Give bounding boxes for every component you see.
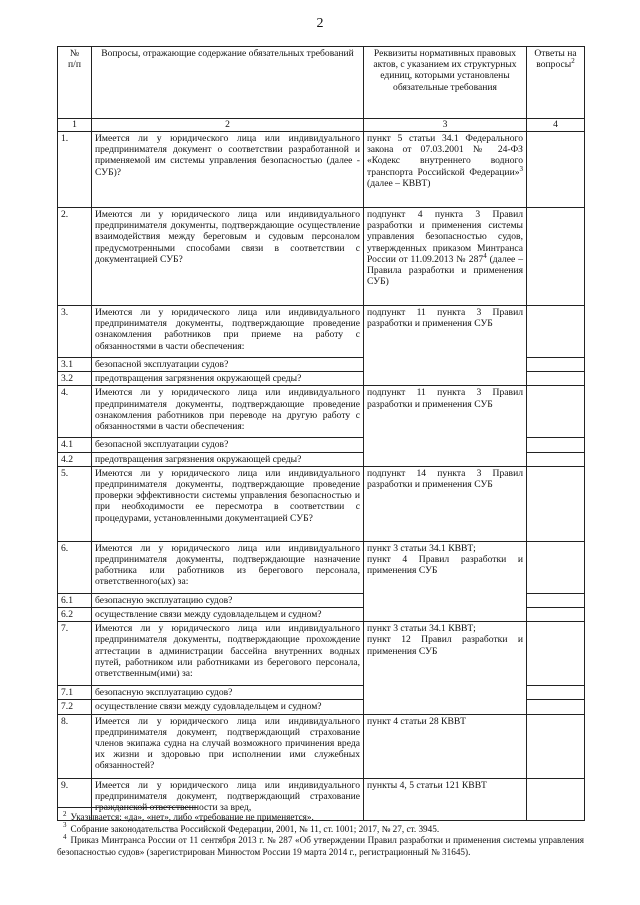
footnote [57,832,584,858]
row-answer[interactable] [527,386,585,438]
col-number: 4 [527,119,585,132]
row-answer[interactable] [527,452,585,466]
row-answer[interactable] [527,208,585,306]
row-number: 1. [58,132,92,208]
row-answer[interactable] [527,541,585,593]
row-requisites: пункт 4 статьи 28 КВВТ [364,714,527,778]
row-answer[interactable] [527,438,585,452]
header-num: № п/п [58,47,92,119]
footnote-text: Указывается: «да», «нет», либо «требование не применяется». [70,812,314,822]
row-number: 7.1 [58,686,92,700]
footnote-mark: 3 [519,164,523,173]
requisites-tail: (далее – Правила разработки и применения СУБ) [367,253,524,288]
row-question: Имеются ли у юридического лица или индивидуального предпринимателя документы, подтверждающие назначение работника или работников из берегового персонала, ответственного(ых) за: [92,541,364,593]
row-number: 7.2 [58,700,92,714]
row-number: 3.1 [58,358,92,372]
row-number: 6. [58,541,92,593]
row-number: 4. [58,386,92,438]
row-answer[interactable] [527,686,585,700]
requisites-text: пункт 5 статьи 34.1 Федерального закона от 07.03.2001 № 24-ФЗ «Кодекс внутреннего водного транспорта Российской Федерации» [367,133,523,178]
header-answers-label: Ответы на вопросы [534,48,577,71]
row-number: 3.2 [58,372,92,386]
row-number: 4.1 [58,438,92,452]
row-question: безопасной эксплуатации судов? [92,358,364,372]
requirements-table [57,46,585,821]
table-row [58,466,585,541]
row-answer[interactable] [527,700,585,714]
row-answer[interactable] [527,372,585,386]
footnote-text: Приказ Минтранса России от 11 сентября 2013 г. № 287 «Об утверждении Правил разработки и применения системы управления безопасностью судов» (зарегистрирован Минюстом России 19 марта 2014 г., регистрационный № 31645). [57,835,584,857]
row-number: 2. [58,208,92,306]
row-number: 7. [58,622,92,686]
column-number-row [58,119,585,132]
col-number: 2 [92,119,364,132]
row-number: 5. [58,466,92,541]
footnote-mark: 2 [63,809,67,818]
header-question: Вопросы, отражающие содержание обязательных требований [92,47,364,119]
table-row [58,386,585,438]
row-answer[interactable] [527,306,585,358]
row-requisites: пункт 3 статьи 34.1 КВВТ; пункт 12 Правил разработки и применения СУБ [364,622,527,714]
table-row [58,208,585,306]
row-answer[interactable] [527,622,585,686]
row-number: 6.2 [58,608,92,622]
table-header-row [58,47,585,119]
row-question: Имеются ли у юридического лица или индивидуального предпринимателя документы, подтверждающие проведение ознакомления работников при приеме на работу с обязанностями в части обеспечения: [92,306,364,358]
row-question: Имеются ли у юридического лица или индивидуального предпринимателя документы, подтверждающие проведение проверки эффективности системы управления безопасностью и при необходимости ее пересмотра в соответствии с процедурами, установленными документацией СУБ? [92,466,364,541]
row-answer[interactable] [527,466,585,541]
row-answer[interactable] [527,593,585,607]
row-question: осуществление связи между судовладельцем и судном? [92,700,364,714]
requisites-tail: (далее – КВВТ) [367,177,431,189]
footnote-mark: 4 [483,251,487,260]
footnotes [57,809,584,858]
row-number: 8. [58,714,92,778]
row-question: безопасную эксплуатацию судов? [92,593,364,607]
footnote [57,809,584,824]
row-question: безопасную эксплуатацию судов? [92,686,364,700]
table-row [58,622,585,686]
page-number: 2 [316,16,324,31]
row-number: 6.1 [58,593,92,607]
table-row [58,541,585,593]
row-question: предотвращения загрязнения окружающей среды? [92,372,364,386]
table-row [58,306,585,358]
row-question: Имеются ли у юридического лица или индивидуального предпринимателя документы, подтверждающие проведение ознакомления работников при переводе на другую работу с обязанностями в части обеспечения: [92,386,364,438]
table-row [58,714,585,778]
row-requisites: пункты 4, 5 статьи 121 КВВТ [364,778,527,820]
table-row [58,132,585,208]
row-question: Имеются ли у юридического лица или индивидуального предпринимателя документы, подтверждающие осуществление взаимодействия между береговым и судовым персоналом предусмотренными способами связи в соответствии с документацией СУБ? [92,208,364,306]
header-answers-footnote-mark: 2 [571,57,575,66]
row-number: 3. [58,306,92,358]
row-question: Имеется ли у юридического лица или индивидуального предпринимателя документ, подтверждающий страхование гражданской ответственности за вред, [92,778,364,820]
row-requisites: подпункт 11 пункта 3 Правил разработки и применения СУБ [364,306,527,386]
row-question: предотвращения загрязнения окружающей среды? [92,452,364,466]
row-question: Имеется ли у юридического лица или индивидуального предпринимателя документ, подтверждающий страхование членов экипажа судна на случай возможного причинения вреда их жизни и здоровью при исполнении ими служебных обязанностей? [92,714,364,778]
footnote-mark: 3 [63,821,67,830]
footnote-mark: 4 [63,832,67,841]
row-answer[interactable] [527,608,585,622]
row-requisites [364,208,527,306]
row-answer[interactable] [527,358,585,372]
row-requisites: пункт 3 статьи 34.1 КВВТ; пункт 4 Правил разработки и применения СУБ [364,541,527,621]
footnote-text: Собрание законодательства Российской Федерации, 2001, № 11, ст. 1001; 2017, № 27, ст. 3945. [70,823,440,834]
row-answer[interactable] [527,714,585,778]
header-requisites: Реквизиты нормативных правовых актов, с указанием их структурных единиц, которыми установлены обязательные требования [364,47,527,119]
col-number: 1 [58,119,92,132]
footnote-divider [57,807,197,808]
row-number: 9. [58,778,92,820]
row-question: осуществление связи между судовладельцем и судном? [92,608,364,622]
col-number: 3 [364,119,527,132]
row-question: Имеются ли у юридического лица или индивидуального предпринимателя документы, подтверждающие прохождение аттестации в администрации бассейна внутренних водных путей, работником или работниками из берегового персонала, ответственным(ими) за: [92,622,364,686]
footnote [57,821,584,836]
requisites-text: подпункт 4 пункта 3 Правил разработки и применения системы управления безопасностью судов, утвержденных приказом Минтранса России от 11.09.2013 № 287 [367,209,523,265]
row-question: Имеется ли у юридического лица или индивидуального предпринимателя документ о соответствии разработанной и применяемой им системы управления безопасностью (далее - СУБ)? [92,132,364,208]
row-requisites [364,132,527,208]
row-requisites: подпункт 14 пункта 3 Правил разработки и применения СУБ [364,466,527,541]
row-requisites: подпункт 11 пункта 3 Правил разработки и применения СУБ [364,386,527,466]
header-answers [527,47,585,119]
row-answer[interactable] [527,132,585,208]
row-number: 4.2 [58,452,92,466]
row-question: безопасной эксплуатации судов? [92,438,364,452]
